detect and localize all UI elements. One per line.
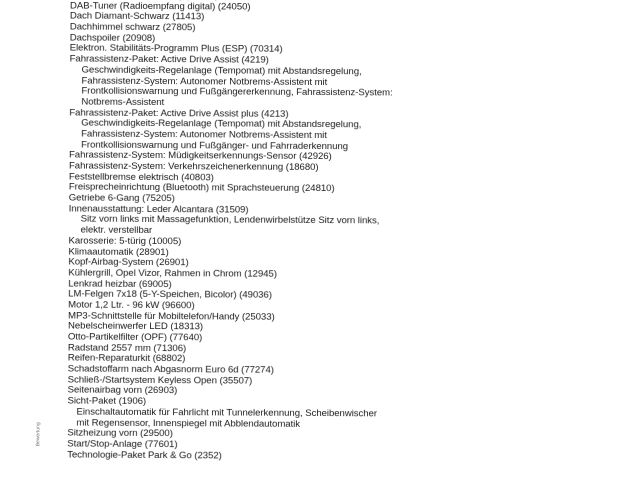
equipment-item: Schließ-/Startsystem Keyless Open (35507): [67, 374, 253, 387]
equipment-item-detail: Frontkollisionswarnung und Fußgänger- und Fahrraderkennung: [81, 139, 349, 152]
equipment-item: Freisprecheinrichtung (Bluetooth) mit Sprachsteuerung (24810): [68, 181, 335, 195]
equipment-item-detail: Einschaltautomatik für Fahrlicht mit Tunnelerkennung, Scheibenwischer: [76, 406, 378, 420]
equipment-item-detail: Notbrems-Assistent: [81, 96, 165, 108]
equipment-item-detail: Frontkollisionswarnung und Fußgängererkennung, Fahrassistenz-System:: [81, 85, 393, 99]
equipment-item: Elektron. Stabilitäts-Programm Plus (ESP) (70314): [69, 42, 283, 56]
equipment-item: Nebelscheinwerfer LED (18313): [67, 320, 204, 333]
equipment-item: Otto-Partikelfilter (OPF) (77640): [67, 331, 203, 344]
equipment-item: Reifen-Reparaturkit (68802): [67, 352, 186, 365]
equipment-item: MP3-Schnittstelle für Mobiltelefon/Handy (25033): [68, 310, 275, 323]
equipment-item: Seitenairbag vorn (26903): [67, 384, 178, 397]
equipment-item: Getriebe 6-Gang (75205): [68, 192, 175, 205]
equipment-item: Fahrassistenz-Paket: Active Drive Assist (4219): [69, 53, 269, 66]
side-note: Bewertung: [35, 422, 42, 447]
equipment-item: Kopf-Airbag-System (26901): [68, 256, 189, 269]
equipment-item: Fahrassistenz-System: Verkehrszeichenerkennung (18680): [68, 160, 319, 173]
equipment-item-detail: mit Regensensor, Innenspiegel mit Abblendautomatik: [76, 417, 301, 430]
equipment-item: Karosserie: 5-türig (10005): [68, 235, 182, 247]
equipment-item: Kühlergrill, Opel Vizor, Rahmen in Chrom (12945): [68, 267, 277, 280]
equipment-item: Feststellbremse elektrisch (40803): [68, 171, 214, 184]
equipment-item: Sitzheizung vorn (29500): [67, 427, 173, 440]
equipment-item: Lenkrad heizbar (69005): [68, 278, 172, 290]
equipment-item-detail: Geschwindigkeits-Regelanlage (Tempomat) mit Abstandsregelung,: [81, 117, 362, 131]
equipment-item: Start/Stop-Anlage (77601): [67, 438, 178, 451]
equipment-item: Technologie-Paket Park & Go (2352): [67, 449, 222, 461]
equipment-list: [67, 0, 630, 464]
equipment-item: DAB-Tuner (Radioempfang digital) (24050): [69, 0, 251, 13]
equipment-item: LM-Felgen 7x18 (5-Y-Speichen, Bicolor) (49036): [68, 288, 272, 301]
equipment-item-detail: Fahrassistenz-System: Autonomer Notbrems-Assistent mit: [81, 75, 328, 88]
equipment-item: Motor 1,2 Ltr. - 96 kW (96600): [68, 299, 195, 312]
equipment-item: Dach Diamant-Schwarz (11413): [69, 10, 205, 23]
equipment-item: Innenausstattung: Leder Alcantara (31509): [68, 203, 249, 216]
equipment-item-detail: elektr. verstellbar: [80, 224, 153, 237]
equipment-item: Fahrassistenz-System: Müdigkeitserkennungs-Sensor (42926): [69, 149, 332, 163]
equipment-item: Klimaautomatik (28901): [68, 245, 169, 258]
equipment-item: Fahrassistenz-Paket: Active Drive Assist plus (4213): [69, 107, 289, 120]
equipment-item: Schadstoffarm nach Abgasnorm Euro 6d (77274): [67, 363, 274, 376]
equipment-item: Sicht-Paket (1906): [67, 395, 147, 408]
equipment-item-detail: Fahrassistenz-System: Autonomer Notbrems-Assistent mit: [81, 128, 327, 141]
equipment-item: Dachhimmel schwarz (27805): [69, 21, 196, 34]
equipment-item-detail: Sitz vorn links mit Massagefunktion, Lendenwirbelstütze Sitz vorn links,: [80, 213, 380, 227]
equipment-item: Radstand 2557 mm (71306): [67, 342, 187, 354]
equipment-item-detail: Geschwindigkeits-Regelanlage (Tempomat) mit Abstandsregelung,: [81, 64, 362, 78]
equipment-item: Dachspoiler (20908): [69, 32, 156, 44]
